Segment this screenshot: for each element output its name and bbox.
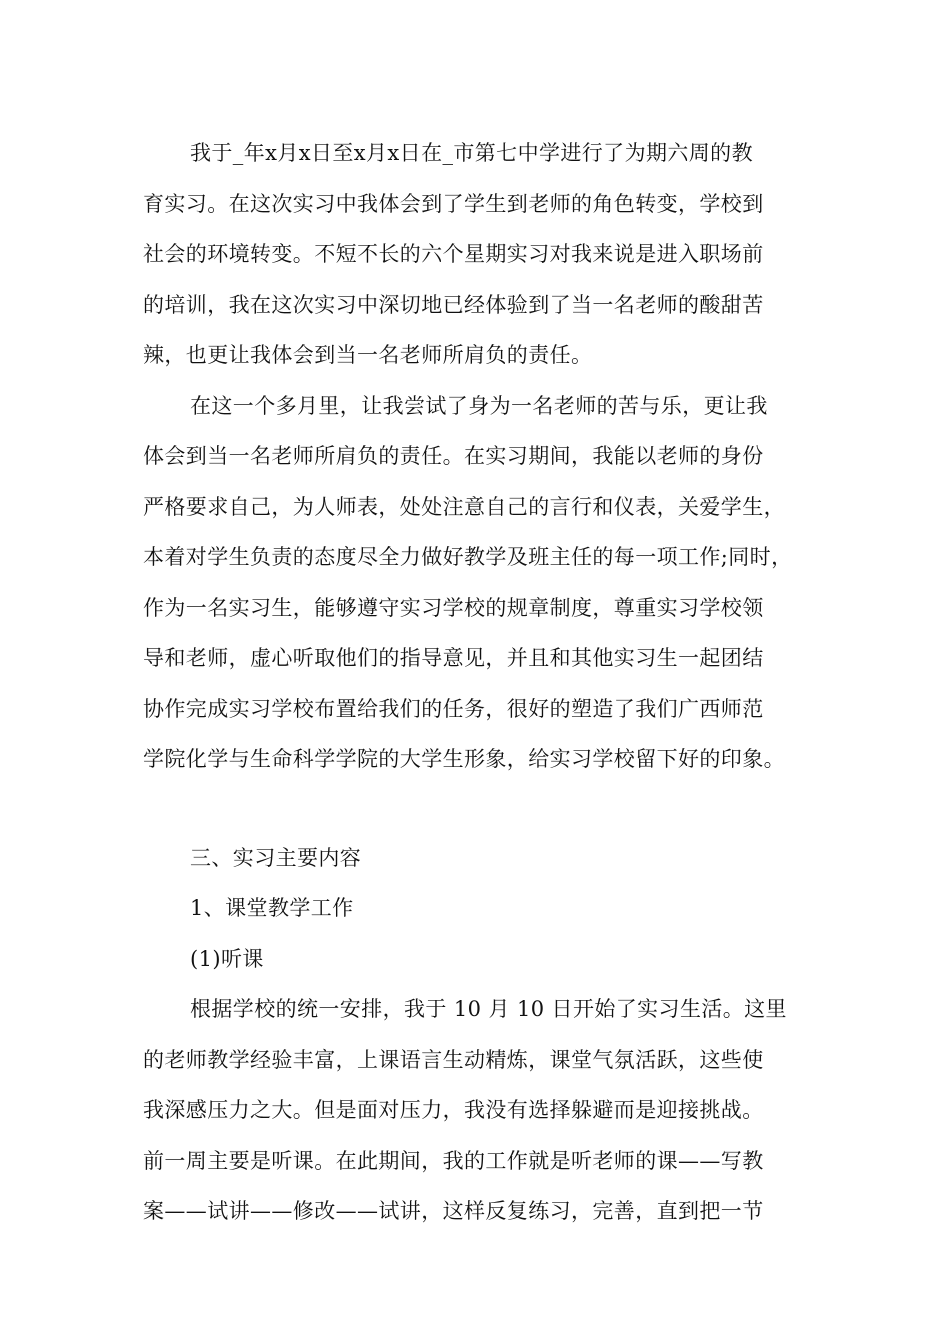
paragraph-1 [143, 128, 823, 381]
text-line: 育实习。在这次实习中我体会到了学生到老师的角色转变，学校到 [143, 191, 764, 216]
document-body [143, 128, 823, 1237]
text-line: 协作完成实习学校布置给我们的任务，很好的塑造了我们广西师范 [143, 696, 764, 721]
subsection-heading: 1、课堂教学工作 [190, 896, 354, 920]
text-line: 的培训，我在这次实习中深切地已经体验到了当一名老师的酸甜苦 [143, 292, 764, 317]
text-line: 学院化学与生命科学学院的大学生形象，给实习学校留下好的印象。 [143, 747, 785, 771]
text-line: 导和老师，虚心听取他们的指导意见，并且和其他实习生一起团结 [143, 646, 764, 670]
text-line: 社会的环境转变。不短不长的六个星期实习对我来说是进入职场前 [143, 242, 764, 266]
paragraph-2 [143, 381, 823, 785]
text-line: 辣，也更让我体会到当一名老师所肩负的责任。 [143, 343, 593, 367]
blank-gap [143, 785, 823, 833]
section-heading: 三、实习主要内容 [190, 845, 362, 870]
text-line: 在这一个多月里，让我尝试了身为一名老师的苦与乐，更让我 [190, 393, 768, 418]
text-line: 前一周主要是听课。在此期间，我的工作就是听老师的课——写教 [143, 1148, 764, 1173]
text-line: 本着对学生负责的态度尽全力做好教学及班主任的每一项工作;同时， [143, 545, 793, 569]
text-line: 我深感压力之大。但是面对压力，我没有选择躲避而是迎接挑战。 [143, 1098, 764, 1122]
text-line: 案——试讲——修改——试讲，这样反复练习，完善，直到把一节 [143, 1199, 764, 1223]
paragraph-3 [143, 984, 823, 1237]
text-line: 严格要求自己，为人师表，处处注意自己的言行和仪表，关爱学生， [143, 494, 785, 519]
text-line: 作为一名实习生，能够遵守实习学校的规章制度，尊重实习学校领 [143, 595, 764, 620]
text-line: 体会到当一名老师所肩负的责任。在实习期间，我能以老师的身份 [143, 444, 764, 468]
item-heading: (1)听课 [190, 946, 264, 971]
text-line: 的老师教学经验丰富，上课语言生动精炼，课堂气氛活跃，这些使 [143, 1047, 764, 1072]
text-line: 我于_年x月x日至x月x日在_市第七中学进行了为期六周的教 [190, 141, 753, 165]
text-line: 根据学校的统一安排，我于 10 月 10 日开始了实习生活。这里 [190, 997, 787, 1021]
